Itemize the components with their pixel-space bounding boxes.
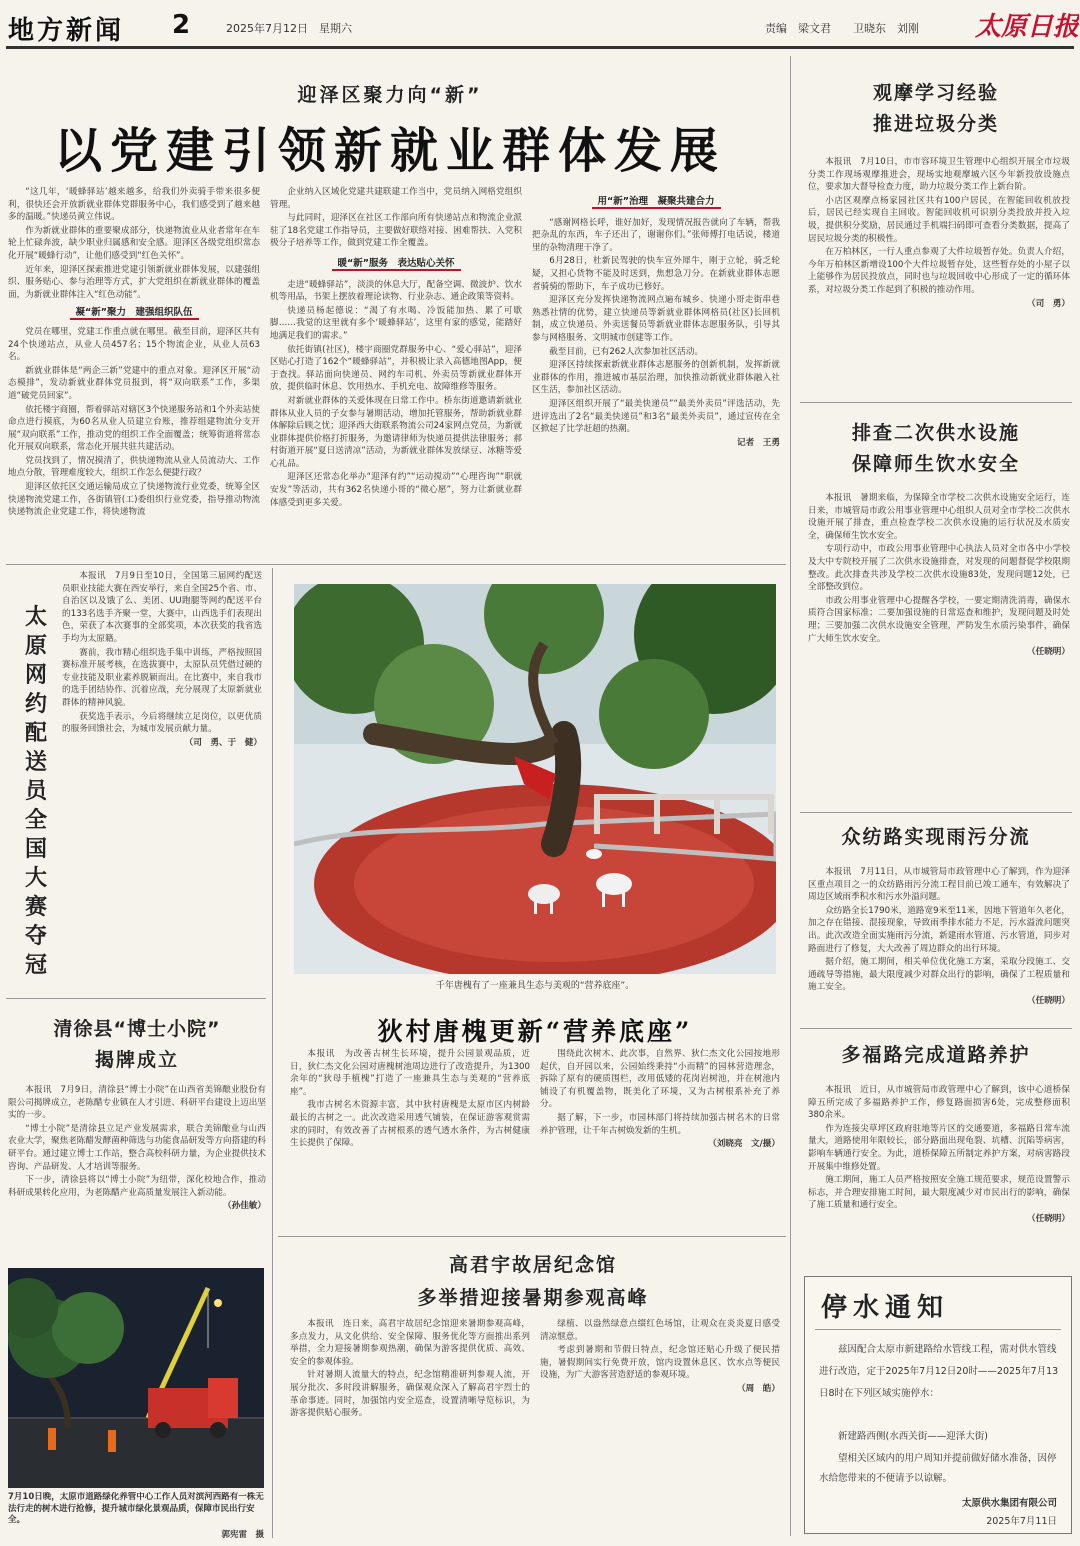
headline-char: 原: [24, 633, 47, 659]
paragraph: 本报讯 为改善古树生长环境，提升公园景观品质，近日，狄仁杰文化公园对唐槐树池周边进行了改造提升，为1300余年的“狄母手植槐”打造了一座兼具生态与美观的“营养底座”。: [290, 1049, 530, 1097]
divider: [6, 564, 786, 565]
headline-char: 国: [24, 836, 47, 862]
paragraph: 迎泽区依托区交通运输局成立了快递物流行业党委，统筹全区快递物流党建工作，各街镇管(工)委组织行业党委，指导推动物流快递物流企业党建工作，将快递物流: [8, 482, 260, 518]
water-headline: [800, 418, 1072, 476]
paragraph: 依托楼宇商圈，帮着驿站对辖区3个快递服务站和1个外卖站使命点进行摸底，为60名从业人员建立台账，推荐组建物流分支开展“双向联系”工作，推动党的组织工作全面覆盖；统筹街道将常态化开展双向联系，常态化开展共驻共建活动。: [8, 404, 260, 453]
subhead-1: [8, 305, 260, 322]
paragraph: 本报讯 7月9日，清徐县“博士小院”在山西省美锦酿业股份有限公司揭牌成立，老陈醋专业镇在人才引进、科研平台建设上迈出坚实的一步。: [8, 1085, 266, 1121]
headline-char: 赛: [24, 894, 47, 920]
paragraph: 对新就业群体的关爱体现在日常工作中。桥东街道邀请新就业群体从业人员的子女参与暑期活动，增加托管服务，帮助新就业群体解除后顾之忧；迎泽西大街联系物流公司24家网点党员，为新就业群体提供价格打折服务，为邀请律师为快递员提供法律服务；郝村街道开展“夏日送清凉”活动，为新就业群体发放绿豆、冰糖等爱心礼品。: [270, 395, 522, 469]
paragraph: “这几年，‘暖蜂驿站’越来越多，给我们外卖骑手带来很多便利，很快还会开放新就业群体党群服务中心，我们感受到了越来越多的温暖。”快递员黄立伟说。: [8, 187, 260, 223]
water-headline-1: 排查二次供水设施: [851, 422, 1020, 444]
headline-char: 夺: [24, 923, 47, 949]
tangkuai-sig: （刘晓亮 文/摄）: [708, 1139, 780, 1150]
headline-char: 约: [24, 691, 47, 717]
lead-col-3: [532, 194, 780, 558]
gaojun-headline: [280, 1250, 786, 1310]
notice-rule: [815, 1329, 1061, 1330]
paragraph: 迎泽区组织开展了“最美快递员”“最美外卖员”评选活动，先进评选出了2名“最美快递员”和3名“最美外卖员”，通过宣传在全区掀起了比学赶超的热潮。: [532, 398, 780, 435]
paragraph: 6月28日，杜新民驾驶的快车宣外犀牛，刚于立轮，骑乏轮疑，又担心货物不能及时送到，焦想急刀分。在新就业群体志愿者骑骑的帮助下，车子成功已修好。: [532, 256, 780, 292]
paragraph: 与此同时，迎泽区在社区工作部向所有快递站点和物流企业派驻了18名党建工作指导员，主要做好联络对接、困难帮扶、入党积极分子培养等工作，做到党建工作全覆盖。: [270, 213, 522, 249]
reporter-byline: 记者 王勇: [737, 437, 780, 448]
paragraph: 获奖选手表示，今后将继续立足岗位，以更优质的服务回馈社会，为城市发展贡献力量。: [62, 711, 262, 735]
subhead-3-text: 用“新”治理 凝聚共建合力: [592, 196, 721, 209]
paragraph: 考虑到暑期和节假日特点，纪念馆还贴心升级了便民措施，暑假期间实行免费开放，馆内设置休息区、饮水点等便民设施，为广大游客营造舒适的参观环境。: [540, 1345, 780, 1381]
paragraph: “博士小院”是清徐县立足产业发展需求，联合美锦酿业与山西农业大学，聚焦老陈醋发酵菌种筛选与功能食品研发等方向搭建的科研平台。通过建立博士工作站，整合高校科研力量，为企业提供技术咨询、产品研发、人才培训等服务。: [8, 1123, 266, 1172]
paragraph: 针对暑期人流量大的特点，纪念馆精准研判参观人流，开展分批次、多时段讲解服务，确保观众深入了解高君宇烈士的革命事迹。同时，加强馆内安全巡查，设置清晰导览标识，为游客提供贴心服务。: [290, 1370, 530, 1419]
paper-logo: 太原日报: [975, 12, 1080, 42]
section-title: 地方新闻: [8, 16, 125, 46]
gaojun-headline-2: 多举措迎接暑期参观高峰: [417, 1287, 649, 1309]
paragraph: 我市古树名木资源丰富，其中狄村唐槐是太原市区内树龄最长的古树之一。此次改造采用透气铺装，在保证游客观赏需求的同时，有效改善了古树根系的透气透水条件，为古树健康生长提供了保障。: [290, 1100, 530, 1149]
paragraph: 据了解，下一步，市园林部门将持续加强古树名木的日常养护管理，让千年古树焕发新的生机。: [540, 1112, 780, 1136]
guanmo-headline-1: 观摩学习经验: [872, 82, 999, 104]
issue-date: 2025年7月12日 星期六: [226, 22, 352, 35]
paragraph: 下一步，清徐县将以“博士小院”为纽带，深化校地合作，推动科研成果转化应用，为老陈醋产业高质量发展注入新动能。: [8, 1175, 266, 1198]
tree-repair-caption: 7月10日晚，太原市道路绿化养管中心工作人员对滨河西路有一株无法行走的树木进行抢修，提升城市绿化景观品质，保障市民出行安全。: [8, 1492, 264, 1525]
gaojun-col-2: [540, 1318, 780, 1540]
duofu-sig: （任晓明）: [1027, 1213, 1070, 1224]
paragraph: 新就业群体是“两企三新”党建中的重点对象。迎泽区开展“动态模排”，发动新就业群体党员报到，将“双向联系”工作，多渠道“破党员回家”。: [8, 365, 260, 401]
tangkuai-col-1: [290, 1048, 530, 1228]
lead-col-1: [8, 186, 260, 558]
tree-repair-photo: [8, 1268, 264, 1488]
headline-char: 送: [24, 749, 47, 775]
headline-char: 全: [24, 807, 47, 833]
tang-locust-tree-image: [294, 584, 776, 974]
notice-line-2: 新建路西侧(水西关街——迎泽大街): [838, 1431, 988, 1442]
paragraph: 作为新就业群体的重要聚成部分，快递物流业从业者常年在车轮上忙碌奔波，缺少职业归属感和安全感。迎泽区各级党组织常态化开展“暖蜂行动”，让他们感受到“红色关怀”。: [8, 225, 260, 261]
column-divider: [790, 56, 791, 1536]
tangkuai-col-2: [540, 1048, 780, 1228]
paragraph: 本报讯 7月11日，从市城管局市政管理中心了解到，作为迎泽区重点项目之一的众纺路雨污分流工程目前已竣工通车，有效解决了周边区域雨季积水和污水外溢问题。: [808, 867, 1070, 903]
paragraph: 本报讯 连日来，高君宇故居纪念馆迎来暑期参观高峰，多点发力，从文化供给、安全保障、服务优化等方面推出系列举措，全力迎接暑期参观热潮，确保为游客提供优质、高效、安全的参观体验。: [290, 1319, 530, 1367]
notice-title: 停水通知: [821, 1293, 950, 1323]
ancient-tree-caption: 千年唐槐有了一座兼具生态与美观的“营养底座”。: [435, 981, 635, 991]
paragraph: 迎泽区持续探索新就业群体志愿服务的创新机制，发挥新就业群体的作用，推进城市基层治理，加快推动新就业群体融入社区生活，参加社区活动。: [532, 360, 780, 396]
headline-char: 配: [24, 720, 47, 746]
paragraph: 党员在哪里，党建工作重点就在哪里。截至目前，迎泽区共有24个快递站点，从业人员457名；15个物流企业，从业人员63名。: [8, 326, 260, 363]
night-crane-image: [8, 1268, 264, 1488]
paragraph: 本报讯 暑期来临，为保障全市学校二次供水设施安全运行，连日来，市城管局市政公用事业管理中心组织人员对全市学校二次供水设施开展了排查，重点检查学校二次供水设施的运行状况及水质安全，确保师生饮水安全。: [808, 493, 1070, 541]
tangkuai-headline: 狄村唐槐更新“营养底座”: [377, 1017, 693, 1046]
guanmo-body: [808, 156, 1070, 374]
notice-line-1: 兹因配合太原市新建路给水管线工程，需对供水管线进行改造，定于2025年7月12日20时——2025年7月13日8时在下列区域实施停水：: [819, 1344, 1059, 1399]
delivery-sig: （司 勇、于 健）: [184, 737, 262, 748]
water-headline-2: 保障师生饮水安全: [851, 453, 1020, 475]
page-number: 2: [172, 10, 191, 40]
notice-date: 2025年7月11日: [986, 1516, 1057, 1527]
paragraph: “感谢网格长呼，谁好加好，发现情况报告就向了车辆，帮我把杂乱的东西，车子还出了，谢谢你们。”张师傅打电话说，楼道里的杂物清理干净了。: [532, 217, 780, 253]
paragraph: 作为连接尖草坪区政府驻地等片区的交通要道，多福路日常车流量大，道路使用年限较长，部分路面出现龟裂、坑槽、沉陷等病害，影响车辆通行安全。为此，道桥保障五所制定养护方案，对病害路段开展集中维修处置。: [808, 1123, 1070, 1172]
column-divider: [272, 568, 273, 1538]
delivery-vertical-headline: [18, 600, 54, 980]
qingxu-headline-2: 揭牌成立: [94, 1049, 179, 1071]
gaojun-col-1: [290, 1318, 530, 1540]
headline-char: 大: [24, 865, 47, 891]
paragraph: 专项行动中，市政公用事业管理中心执法人员对全市各中小学校及大中专院校开展了二次供水设施排查，对发现的问题督促学校限期整改。此次排查共涉及学校二次供水设施83处，发现问题12处，已全部整改到位。: [808, 544, 1070, 593]
ancient-tree-photo: [294, 584, 776, 974]
divider: [800, 402, 1072, 403]
masthead: [0, 0, 1080, 52]
guanmo-sig: （司 勇）: [1027, 298, 1070, 309]
paragraph: 赛前，我市精心组织选手集中训练，严格按照国赛标准开展考核，在选拔赛中，太原队员凭借过硬的专业技能及职业素养脱颖而出。在比赛中，来自我市的选手团结协作、沉着应战，充分展现了太原新就业群体的精神风貌。: [62, 647, 262, 708]
delivery-body: [62, 570, 262, 994]
water-body: [808, 492, 1070, 808]
paragraph: 小店区观摩点杨家园社区共有100户居民，在智能回收机放投后，居民已经实现自主回收。智能回收机可识别分类投放并投入垃圾，提供积分奖励，居民通过手机端扫码即可查看分类数据，提高了居民垃圾分类的积极性。: [808, 195, 1070, 244]
paragraph: 快递员杨起德说：“渴了有水喝、冷饭能加热、累了可歇脚……我觉的这里就有多个‘暖蜂驿站’，这里有家的感觉，能踏好地满足我们的需求。”: [270, 305, 522, 341]
paragraph: 本报讯 7月9日至10日，全国第三届网约配送员职业技能大赛在西安举行，来自全国25个省、市、自治区以及饿了么、美团、UU跑腿等网约配送平台的133名选手齐聚一堂，大赛中，山西选手们表现出色，荣获了本次赛事的全部奖项，本次获奖的我省选手均为太原籍。: [62, 571, 262, 644]
divider: [800, 1028, 1072, 1029]
zhongfang-headline: 众纺路实现雨污分流: [841, 826, 1031, 848]
paragraph: 企业纳入区域化党建共建联建工作当中，党员纳入网格党组织管理。: [270, 187, 522, 210]
lead-headline: 以党建引领新就业群体发展: [53, 123, 726, 179]
gaojun-headline-1: 高君宇故居纪念馆: [448, 1254, 617, 1276]
divider: [278, 1236, 786, 1237]
paragraph: 围绕此次树木、此次事，自然界、狄仁杰文化公园按地形起伏，自开园以来，公园始终秉持“小而精”的园林营造理念，拆除了原有的硬质围栏，改用低矮的花岗岩树池，并在树池内铺设了有机覆盖物，既美化了环境，又为古树根系补充了养分。: [540, 1049, 780, 1110]
lead-col-2: [270, 186, 522, 558]
paragraph: 据介绍，施工期间，相关单位优化施工方案，采取分段施工、交通疏导等措施，最大限度减少对群众出行的影响，确保了工程质量和施工安全。: [808, 957, 1070, 993]
subhead-2-text: 暖“新”服务 表达贴心关怀: [332, 258, 461, 271]
paragraph: 市政公用事业管理中心提醒各学校，一要定期清洗消毒，确保水质符合国家标准；二要加强设施的日常巡查和维护，发现问题及时处理；三要加强二次供水设施安全管理，严防发生水质污染事件，确保广大师生饮水安全。: [808, 595, 1070, 644]
paragraph: 施工期间，施工人员严格按照安全施工规范要求，规范设置警示标志，并合理安排施工时间，最大限度减少对市民出行的影响，确保了施工质量和通行安全。: [808, 1175, 1070, 1211]
subhead-3: [532, 194, 780, 211]
subhead-1-text: 凝“新”聚力 建强组织队伍: [70, 307, 199, 320]
paragraph: 截至目前，已有262人次参加社区活动。: [549, 346, 704, 357]
paragraph: 迎泽区还常态化举办“迎泽有约”“运动搅动”“心理咨询”“职就安发”等活动，共有362名快递小哥的“微心愿”，努力让新就业群体感受到更多关爱。: [270, 472, 522, 508]
paragraph: 依托街镇(社区)，楼宇商圈党群服务中心、“爱心驿站”，迎泽区贴心打造了162个“暖蜂驿站”，并积极让录入高德地图App，便于查找。驿站面向快递员、网约车司机、外卖员等新就业群体开放，提供临时休息、饮用热水、手机充电、故障维修等服务。: [270, 344, 522, 393]
zhongfang-body: [808, 866, 1070, 1018]
masthead-rule: [6, 46, 1074, 49]
qingxu-body: [8, 1084, 266, 1254]
duofu-body: [808, 1084, 1070, 1262]
divider: [800, 812, 1072, 813]
paragraph: 本报讯 近日，从市城管局市政管理中心了解到，该中心道桥保障五所完成了多福路养护工作，修复路面损害6处，完成整修面积380余米。: [808, 1085, 1070, 1121]
paragraph: 迎泽区充分发挥快递物流网点遍布城乡、快递小哥走街串巷熟悉社情的优势，建立快递员等新就业群体网格员(社区)长回机制，成立快递员、外卖送餐员等新就业群体志愿服务队，引导其参与网格服务、文明城市创建等工作。: [532, 295, 780, 343]
zhongfang-sig: （任晓明）: [1027, 995, 1070, 1006]
gaojun-sig: （周 皓）: [737, 1383, 780, 1394]
headline-char: 冠: [24, 952, 47, 978]
lead-kicker: 迎泽区聚力向“新”: [297, 84, 483, 106]
qingxu-headline: [8, 1014, 266, 1072]
guanmo-headline: [800, 78, 1072, 136]
paragraph: 众纺路全长1790米，道路宽9米至11米，因地下管道年久老化，加之存在错接、混接现象，导致雨季排水能力不足，污水溢流问题突出。此次改造全面实施雨污分流，新建雨水管道、污水管道，同步对路面进行了修复，大大改善了周边群众的出行环境。: [808, 905, 1070, 954]
headline-char: 网: [24, 662, 47, 688]
paragraph: 绿植、以盎然绿意点缀红色场馆，让观众在炎炎夏日感受清凉惬意。: [540, 1319, 780, 1342]
paragraph: 党员找到了，情况摸清了，供快递物流从业人员流动大、工作地点分散，管理难度较大，组织工作怎么便捷行政？: [8, 455, 260, 479]
notice-company: 太原供水集团有限公司: [961, 1498, 1057, 1509]
water-outage-notice: [804, 1276, 1072, 1534]
qingxu-headline-1: 清徐县“博士小院”: [53, 1018, 221, 1040]
qingxu-sig: （孙佳敏）: [223, 1201, 266, 1212]
water-sig: （任晓明）: [1027, 647, 1070, 658]
divider: [6, 998, 266, 999]
paragraph: 近年来，迎泽区探索推进党建引领新就业群体发展，以建强组织、服务贴心、参与治理等方式，扩大党组织在新就业群体的覆盖面，为新就业群体注入“红色动能”。: [8, 264, 260, 300]
notice-line-3: 望相关区域内的用户周知并提前做好储水准备，因停水给您带来的不便请予以谅解。: [819, 1453, 1057, 1484]
guanmo-headline-2: 推进垃圾分类: [872, 113, 999, 135]
headline-char: 太: [24, 604, 47, 630]
editors: 责编 梁文君 卫晓东 刘刚: [765, 22, 919, 35]
paragraph: 在万柏林区，一行人重点参观了大件垃圾暂存处。负责人介绍，今年万柏林区新增设100个大件垃圾暂存处，这些暂存处的小屋子以上能够作为居民投放点，同时也与垃圾回收中心形成了一定的循环体系，对垃圾分类工作起到了积极的推动作用。: [808, 247, 1070, 295]
duofu-headline: 多福路完成道路养护: [841, 1044, 1031, 1066]
paragraph: 本报讯 7月10日，市市容环境卫生管理中心组织开展全市垃圾分类工作现场观摩推进会，现场实地观摩城六区今年新投放设施点位，要求加大督导检查力度，助力垃圾分类工作上新台阶。: [808, 157, 1070, 193]
headline-char: 员: [24, 778, 47, 804]
paragraph: 走进“暖蜂驿站”，淡淡的休息大厅，配备空调、微波炉、饮水机等用品，书架上摆放着理论读物、行业杂志、通企政策等资料。: [270, 279, 522, 303]
subhead-2: [270, 256, 522, 273]
tree-repair-credit: 郭宪雷 摄: [221, 1530, 264, 1540]
